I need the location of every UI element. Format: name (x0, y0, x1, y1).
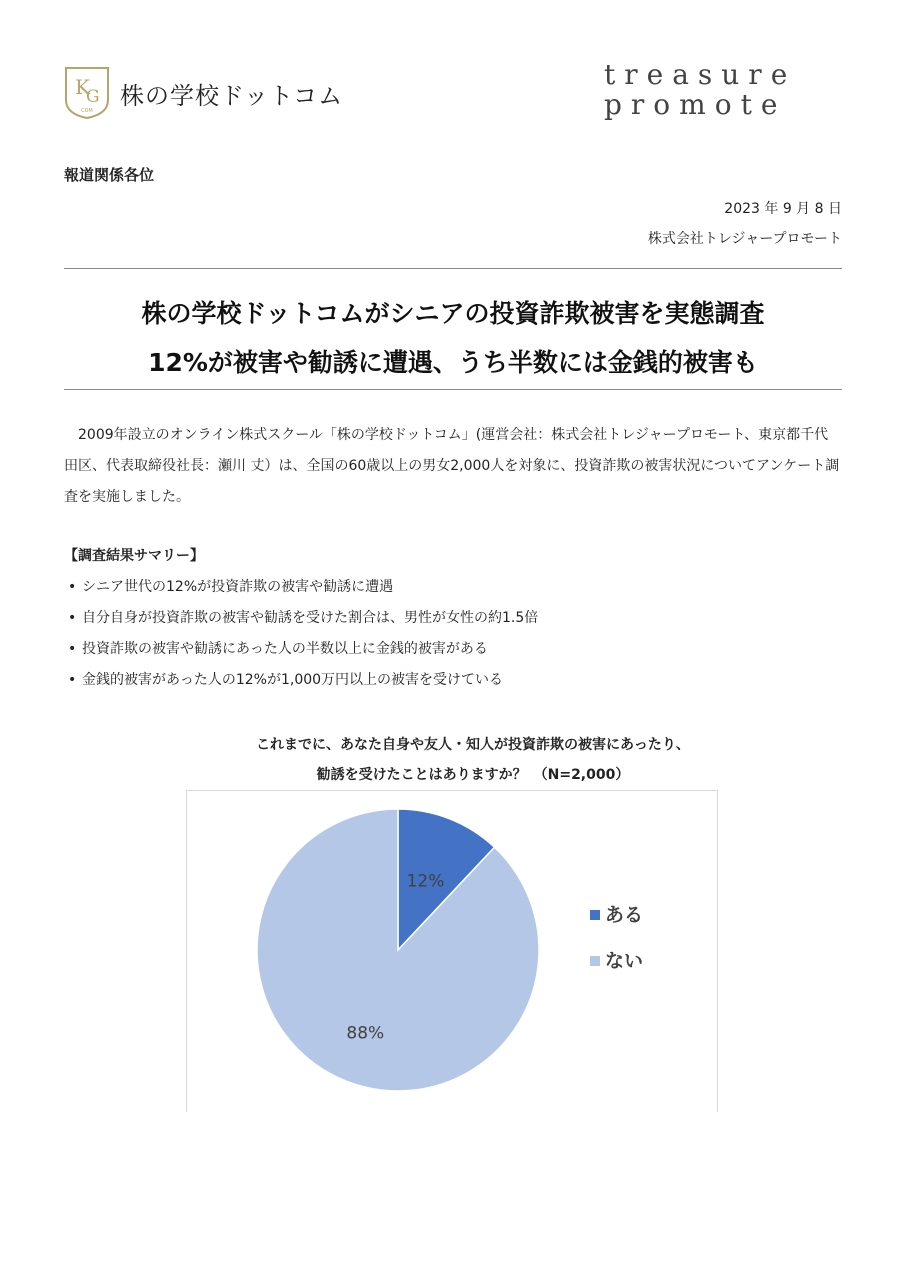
logo-mark-letter-k: K (75, 75, 90, 99)
pie-data-label: 12% (406, 871, 445, 892)
summary-item (68, 573, 538, 604)
logo-mark-com: COM (81, 108, 93, 114)
intro-paragraph: 2009年設立のオンライン株式スクール「株の学校ドットコム」(運営会社：株式会社トレジャープロモート、東京都千代田区、代表取締役社長：瀬川 丈）は、全国の60歳以上の男女2,000人を対象に、投資詐欺の被害状況についてアンケート調査を実施しました。 (64, 427, 840, 505)
legend-label: ない (605, 950, 644, 972)
summary-heading: 【調査結果サマリー】 (64, 548, 204, 564)
bullet-icon: • (68, 610, 77, 626)
headline-line-2: 12%が被害や勧誘に遭遇、うち半数には金銭的被害も (148, 348, 758, 377)
bullet-icon: • (68, 641, 77, 657)
divider-bottom (64, 389, 842, 390)
chart-title-line-1: これまでに、あなた自身や友人・知人が投資詐欺の被害にあったり、 (256, 737, 690, 753)
divider-top (64, 268, 842, 269)
legend-swatch (590, 956, 600, 966)
summary-item-text: 金銭的被害があった人の12%が1,000万円以上の被害を受けている (82, 672, 504, 688)
logo-text: 株の学校ドットコム (120, 82, 344, 110)
headline-line-1: 株の学校ドットコムがシニアの投資詐欺被害を実態調査 (141, 299, 765, 328)
brand-line-2: promote (604, 88, 787, 121)
summary-item-text: 自分自身が投資詐欺の被害や勧誘を受けた割合は、男性が女性の約1.5倍 (82, 610, 539, 626)
recipients: 報道関係各位 (64, 166, 155, 184)
chart-title-line-2: 勧誘を受けたことはありますか？ （N=2,000） (316, 767, 630, 783)
brand-line-1: treasure (604, 58, 797, 91)
pie-slice-ない (257, 809, 539, 1091)
summary-item (68, 635, 538, 666)
kg-logo-icon (62, 64, 112, 120)
company-name: 株式会社トレジャープロモート (647, 231, 842, 247)
summary-item-text: 投資詐欺の被害や勧誘にあった人の半数以上に金銭的被害がある (82, 641, 488, 657)
legend-label: ある (605, 904, 644, 926)
logo-mark-letter-g: G (86, 87, 100, 107)
pie-chart (186, 790, 718, 1112)
pie-data-label: 88% (346, 1023, 385, 1044)
summary-item (68, 666, 538, 697)
bullet-icon: • (68, 579, 77, 595)
summary-item (68, 604, 538, 635)
brand-logo (604, 60, 844, 120)
release-date: 2023 年 9 月 8 日 (724, 201, 842, 217)
summary-list (68, 573, 538, 697)
legend-swatch (590, 910, 600, 920)
bullet-icon: • (68, 672, 77, 688)
summary-item-text: シニア世代の12%が投資詐欺の被害や勧誘に遭遇 (82, 579, 394, 595)
